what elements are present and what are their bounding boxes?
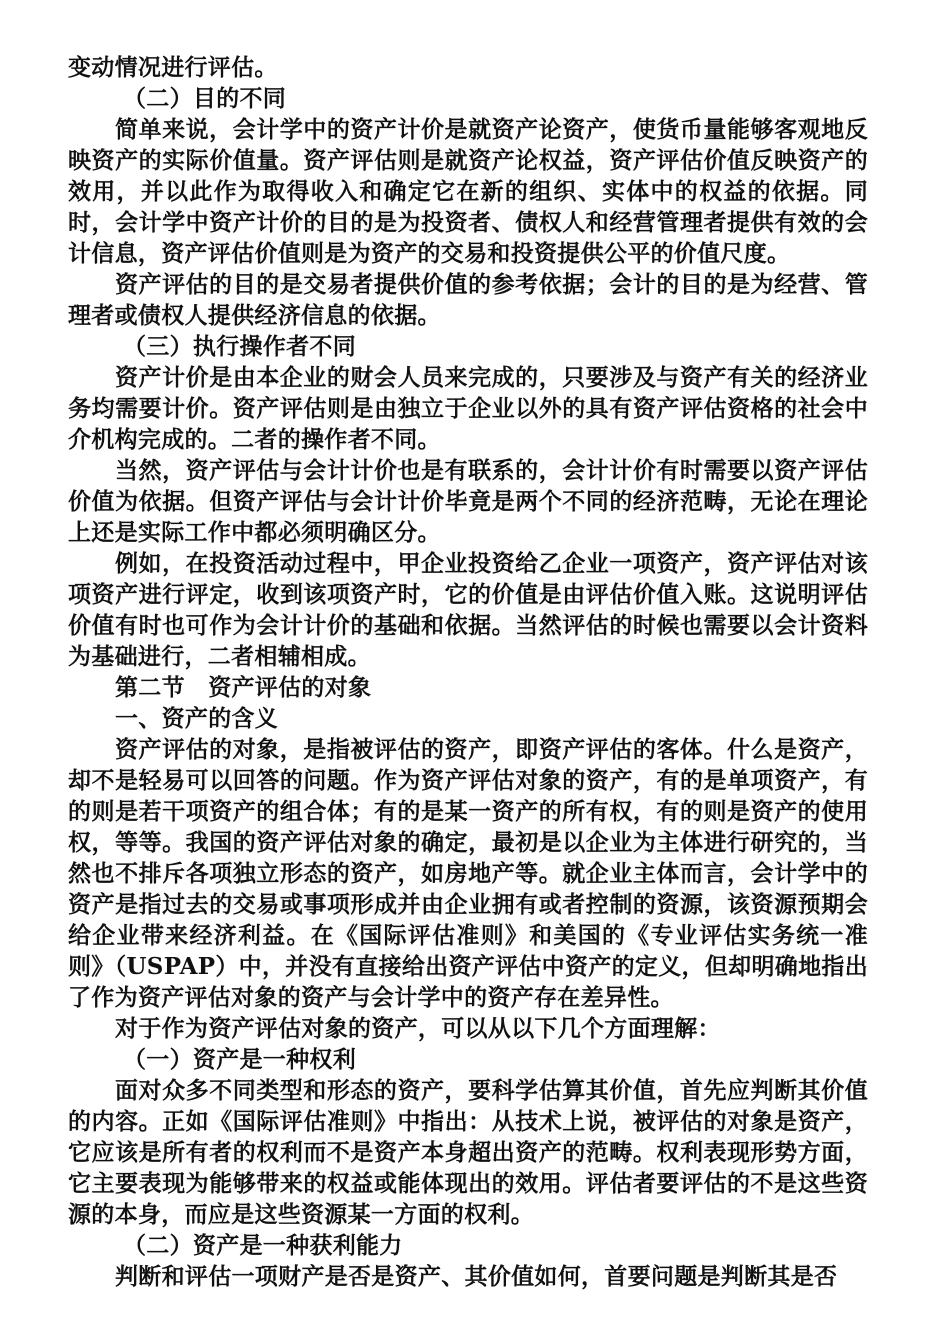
section-title: 第二节 资产评估的对象 [115, 674, 372, 701]
subheading: （三）执行操作者不同 [123, 333, 356, 360]
document-page [68, 52, 868, 1292]
paragraph: 变动情况进行评估。 [68, 54, 278, 81]
paragraph: 资产评估的对象，是指被评估的资产，即资产评估的客体。什么是资产，却不是轻易可以回答的问题。作为资产评估对象的资产，有的是单项资产，有的则是若干项资产的组合体；有的是某一资产的所有权，有的则是资产的使用权，等等。我国的资产评估对象的确定，最初是以企业为主体进行研究的，当然也不排斥各项独立形态的资产，如房地产等。就企业主体而言，会计学中的资产是指过去的交易或事项形成并由企业拥有或者控制的资源，该资源预期会给企业带来经济利益。在《国际评估准则》和美国的《专业评估实务统一准则》（USPAP）中，并没有直接给出资产评估中资产的定义，但却明确地指出了作为资产评估对象的资产与会计学中的资产存在差异性。 [68, 736, 868, 1011]
subheading: （二）资产是一种获利能力 [123, 1232, 403, 1259]
section-subtitle: 一、资产的含义 [115, 705, 279, 732]
paragraph: 资产评估的目的是交易者提供价值的参考依据；会计的目的是为经营、管理者或债权人提供经济信息的依据。 [68, 271, 868, 329]
paragraph: 例如，在投资活动过程中，甲企业投资给乙企业一项资产，资产评估对该项资产进行评定，收到该项资产时，它的价值是由评估价值入账。这说明评估价值有时也可作为会计计价的基础和依据。当然评估的时候也需要以会计资料为基础进行，二者相辅相成。 [68, 550, 868, 670]
paragraph: 判断和评估一项财产是否是资产、其价值如何，首要问题是判断其是否 [115, 1263, 838, 1290]
subheading: （一）资产是一种权利 [123, 1046, 356, 1073]
paragraph: 资产计价是由本企业的财会人员来完成的，只要涉及与资产有关的经济业务均需要计价。资产评估则是由独立于企业以外的具有资产评估资格的社会中介机构完成的。二者的操作者不同。 [68, 364, 868, 453]
paragraph: 简单来说，会计学中的资产计价是就资产论资产，使货币量能够客观地反映资产的实际价值量。资产评估则是就资产论权益，资产评估价值反映资产的效用，并以此作为取得收入和确定它在新的组织、实体中的权益的依据。同时，会计学中资产计价的目的是为投资者、债权人和经营管理者提供有效的会计信息，资产评估价值则是为资产的交易和投资提供公平的价值尺度。 [68, 116, 868, 267]
paragraph: 面对众多不同类型和形态的资产，要科学估算其价值，首先应判断其价值的内容。正如《国际评估准则》中指出：从技术上说，被评估的对象是资产，它应该是所有者的权利而不是资产本身超出资产的范畴。权利表现形势方面，它主要表现为能够带来的权益或能体现出的效用。评估者要评估的不是这些资源的本身，而应是这些资源某一方面的权利。 [68, 1077, 868, 1228]
subheading: （二）目的不同 [123, 85, 287, 112]
paragraph: 对于作为资产评估对象的资产，可以从以下几个方面理解： [115, 1015, 721, 1042]
paragraph: 当然，资产评估与会计计价也是有联系的，会计计价有时需要以资产评估价值为依据。但资产评估与会计计价毕竟是两个不同的经济范畴，无论在理论上还是实际工作中都必须明确区分。 [68, 457, 868, 546]
